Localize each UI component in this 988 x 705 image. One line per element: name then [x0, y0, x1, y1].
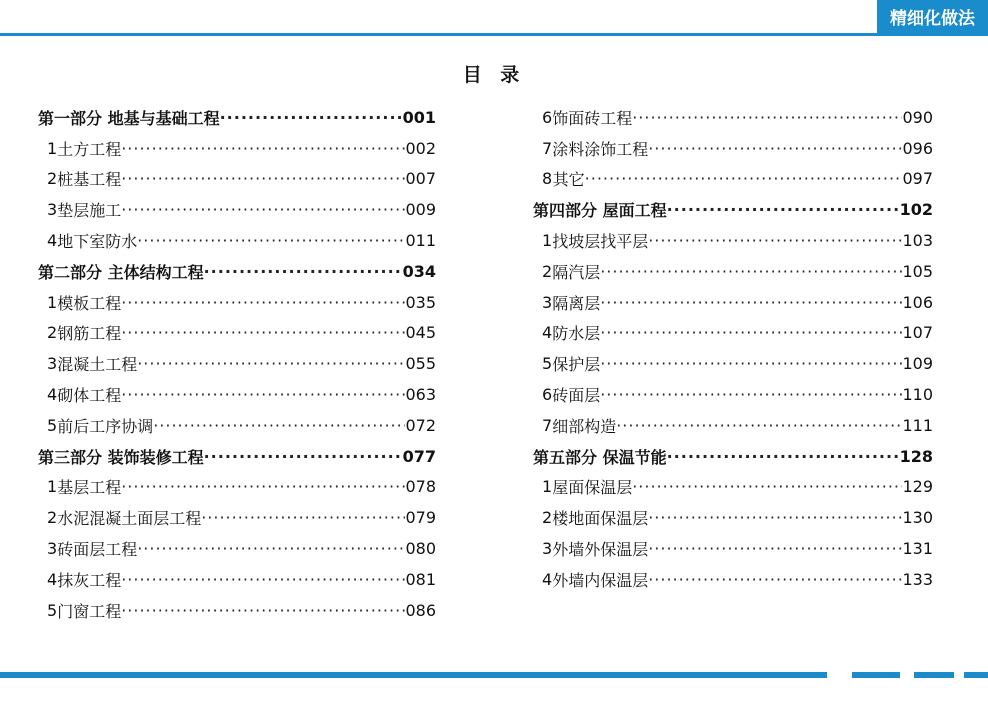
toc-entry-label: 外墙内保温层: [552, 570, 649, 590]
toc-entry[interactable]: [38, 348, 436, 379]
dot-leader: [632, 108, 902, 127]
toc-entry-number: 3: [47, 539, 58, 559]
toc-entry-label: 砌体工程: [57, 386, 122, 406]
toc-page-number: 131: [902, 539, 933, 559]
dot-leader: [600, 262, 902, 281]
toc-page-number: 034: [402, 261, 436, 281]
dot-leader: [648, 139, 902, 158]
toc-page-number: 103: [902, 231, 933, 251]
toc-entry[interactable]: [38, 533, 436, 564]
toc-entry-label: 隔离层: [552, 293, 601, 313]
dot-leader: [153, 416, 405, 435]
dot-leader: [600, 385, 902, 404]
toc-entry-number: 5: [47, 415, 58, 435]
toc-entry-label: 混凝土工程: [57, 355, 138, 375]
toc-page-number: 090: [902, 107, 933, 127]
toc-entry-number: 2: [542, 508, 553, 528]
toc-page-number: 106: [902, 292, 933, 312]
toc-page-number: 109: [902, 354, 933, 374]
dot-leader: [600, 323, 902, 342]
toc-entry[interactable]: [38, 595, 436, 626]
toc-part-heading[interactable]: [38, 256, 436, 287]
toc-entry-label: 钢筋工程: [57, 324, 122, 344]
toc-page-number: 097: [902, 169, 933, 189]
toc-entry-label: 桩基工程: [57, 170, 122, 190]
dot-leader: [600, 354, 902, 373]
toc-page-number: 105: [902, 261, 933, 281]
toc-page-number: 129: [902, 477, 933, 497]
dot-leader: [137, 231, 405, 250]
toc-entry-number: 6: [542, 107, 553, 127]
dot-leader: [204, 262, 403, 281]
toc-entry-number: 1: [47, 138, 58, 158]
toc-entry[interactable]: [533, 102, 933, 133]
toc-entry-label: 饰面砖工程: [552, 108, 633, 128]
toc-entry[interactable]: [533, 564, 933, 595]
toc-entry[interactable]: [533, 133, 933, 164]
toc-page-number: 077: [402, 446, 436, 466]
toc-entry-label: 砖面层工程: [57, 540, 138, 560]
toc-page-number: 009: [405, 200, 436, 220]
toc-entry-label: 地下室防水: [57, 232, 138, 252]
toc-entry-number: 4: [47, 569, 58, 589]
toc-entry[interactable]: [533, 379, 933, 410]
dot-leader: [648, 508, 902, 527]
toc-page-number: 086: [405, 600, 436, 620]
toc-entry[interactable]: [38, 194, 436, 225]
toc-entry-number: 3: [47, 354, 58, 374]
toc-entry-number: 6: [542, 385, 553, 405]
toc-entry-label: 垫层施工: [57, 201, 122, 221]
toc-page-number: 072: [405, 415, 436, 435]
toc-page-number: 133: [902, 569, 933, 589]
toc-entry[interactable]: [533, 164, 933, 195]
toc-entry[interactable]: [533, 225, 933, 256]
toc-page-number: 055: [405, 354, 436, 374]
dot-leader: [648, 570, 902, 589]
toc-page-number: 081: [405, 569, 436, 589]
toc-page-number: 110: [902, 385, 933, 405]
toc-page-number: 079: [405, 508, 436, 528]
dot-leader: [121, 385, 405, 404]
toc-page-number: 001: [402, 107, 436, 127]
dot-leader: [121, 169, 405, 188]
dot-leader: [648, 231, 902, 250]
toc-entry-number: 8: [542, 169, 553, 189]
toc-entry-label: 找坡层找平层: [552, 232, 649, 252]
toc-entry[interactable]: [533, 472, 933, 503]
dot-leader: [121, 477, 405, 496]
bottom-bar: [0, 672, 827, 678]
dot-leader: [121, 139, 405, 158]
toc-page-number: 007: [405, 169, 436, 189]
toc-entry-number: 2: [542, 261, 553, 281]
toc-entry-number: 1: [542, 231, 553, 251]
toc-entry-label: 门窗工程: [57, 601, 122, 621]
toc-entry[interactable]: [533, 533, 933, 564]
toc-entry-number: 2: [47, 508, 58, 528]
toc-entry-label: 第一部分 地基与基础工程: [38, 108, 220, 128]
toc-entry[interactable]: [533, 410, 933, 441]
toc-entry-label: 砖面层: [552, 386, 601, 406]
dot-leader: [616, 416, 902, 435]
toc-entry-number: 5: [47, 600, 58, 620]
toc-part-heading[interactable]: [533, 441, 933, 472]
toc-page-number: 107: [902, 323, 933, 343]
toc-entry[interactable]: [533, 318, 933, 349]
toc-page-number: 111: [902, 415, 933, 435]
toc-entry[interactable]: [38, 472, 436, 503]
toc-entry-number: 7: [542, 138, 553, 158]
toc-entry-label: 楼地面保温层: [552, 509, 649, 529]
dot-leader: [648, 539, 902, 558]
toc-part-heading[interactable]: [38, 102, 436, 133]
toc-page-number: 045: [405, 323, 436, 343]
toc-entry-number: 2: [47, 323, 58, 343]
dot-leader: [121, 200, 405, 219]
toc-entry[interactable]: [38, 287, 436, 318]
toc-page-number: 011: [405, 231, 436, 251]
toc-part-heading[interactable]: [533, 194, 933, 225]
toc-entry-label: 保护层: [552, 355, 601, 375]
toc-entry[interactable]: [38, 379, 436, 410]
toc-entry-label: 其它: [552, 170, 585, 190]
dot-leader: [201, 508, 405, 527]
toc-entry-label: 外墙外保温层: [552, 540, 649, 560]
toc-page-number: 002: [405, 138, 436, 158]
top-rule: [0, 33, 988, 36]
toc-page-number: 080: [405, 539, 436, 559]
dot-leader: [600, 293, 902, 312]
toc-page-number: 130: [902, 508, 933, 528]
toc-entry-number: 3: [47, 200, 58, 220]
dot-leader: [220, 108, 403, 127]
toc-part-heading[interactable]: [38, 441, 436, 472]
toc-entry-label: 基层工程: [57, 478, 122, 498]
toc-entry[interactable]: [533, 348, 933, 379]
toc-entry-number: 2: [47, 169, 58, 189]
bottom-segment: [852, 672, 900, 678]
toc-entry[interactable]: [38, 164, 436, 195]
toc-entry-label: 第三部分 装饰装修工程: [38, 447, 204, 467]
toc-entry[interactable]: [38, 133, 436, 164]
toc-entry[interactable]: [38, 502, 436, 533]
toc-entry-label: 第二部分 主体结构工程: [38, 262, 204, 282]
toc-entry-label: 屋面保温层: [552, 478, 633, 498]
dot-leader: [121, 570, 405, 589]
toc-entry-number: 3: [542, 292, 553, 312]
dot-leader: [632, 477, 902, 496]
bottom-segment: [914, 672, 954, 678]
dot-leader: [667, 447, 900, 466]
toc-page-number: 128: [899, 446, 933, 466]
dot-leader: [121, 293, 405, 312]
toc-entry-number: 4: [542, 569, 553, 589]
toc-entry-number: 4: [542, 323, 553, 343]
toc-entry[interactable]: [533, 287, 933, 318]
toc-entry-label: 模板工程: [57, 293, 122, 313]
toc-entry-label: 前后工序协调: [57, 416, 154, 436]
toc-page-number: 102: [899, 200, 933, 220]
toc-entry-label: 第四部分 屋面工程: [533, 201, 667, 221]
toc-entry-label: 水泥混凝土面层工程: [57, 509, 202, 529]
toc-page-number: 096: [902, 138, 933, 158]
toc-entry-number: 1: [542, 477, 553, 497]
toc-page-number: 078: [405, 477, 436, 497]
toc-entry[interactable]: [38, 225, 436, 256]
header-badge: 精细化做法: [877, 0, 988, 33]
toc-entry-label: 抹灰工程: [57, 570, 122, 590]
toc-entry-number: 1: [47, 477, 58, 497]
dot-leader: [121, 601, 405, 620]
toc-entry-label: 土方工程: [57, 139, 122, 159]
toc-entry[interactable]: [533, 256, 933, 287]
toc-entry-number: 7: [542, 415, 553, 435]
toc-entry-number: 3: [542, 539, 553, 559]
toc-right-column: [533, 102, 933, 595]
bottom-segment: [964, 672, 988, 678]
toc-entry-number: 5: [542, 354, 553, 374]
toc-page-number: 035: [405, 292, 436, 312]
page-title: 目 录: [462, 64, 526, 86]
dot-leader: [667, 200, 900, 219]
toc-entry-label: 防水层: [552, 324, 601, 344]
dot-leader: [585, 169, 903, 188]
toc-entry[interactable]: [38, 410, 436, 441]
dot-leader: [137, 539, 405, 558]
toc-entry-number: 1: [47, 292, 58, 312]
toc-left-column: [38, 102, 436, 626]
toc-entry-number: 4: [47, 385, 58, 405]
toc-entry[interactable]: [533, 502, 933, 533]
toc-entry[interactable]: [38, 564, 436, 595]
toc-entry[interactable]: [38, 318, 436, 349]
toc-entry-label: 隔汽层: [552, 262, 601, 282]
dot-leader: [137, 354, 405, 373]
toc-entry-label: 细部构造: [552, 416, 617, 436]
toc-entry-label: 第五部分 保温节能: [533, 447, 667, 467]
toc-page-number: 063: [405, 385, 436, 405]
dot-leader: [204, 447, 403, 466]
toc-entry-label: 涂料涂饰工程: [552, 139, 649, 159]
dot-leader: [121, 323, 405, 342]
toc-entry-number: 4: [47, 231, 58, 251]
